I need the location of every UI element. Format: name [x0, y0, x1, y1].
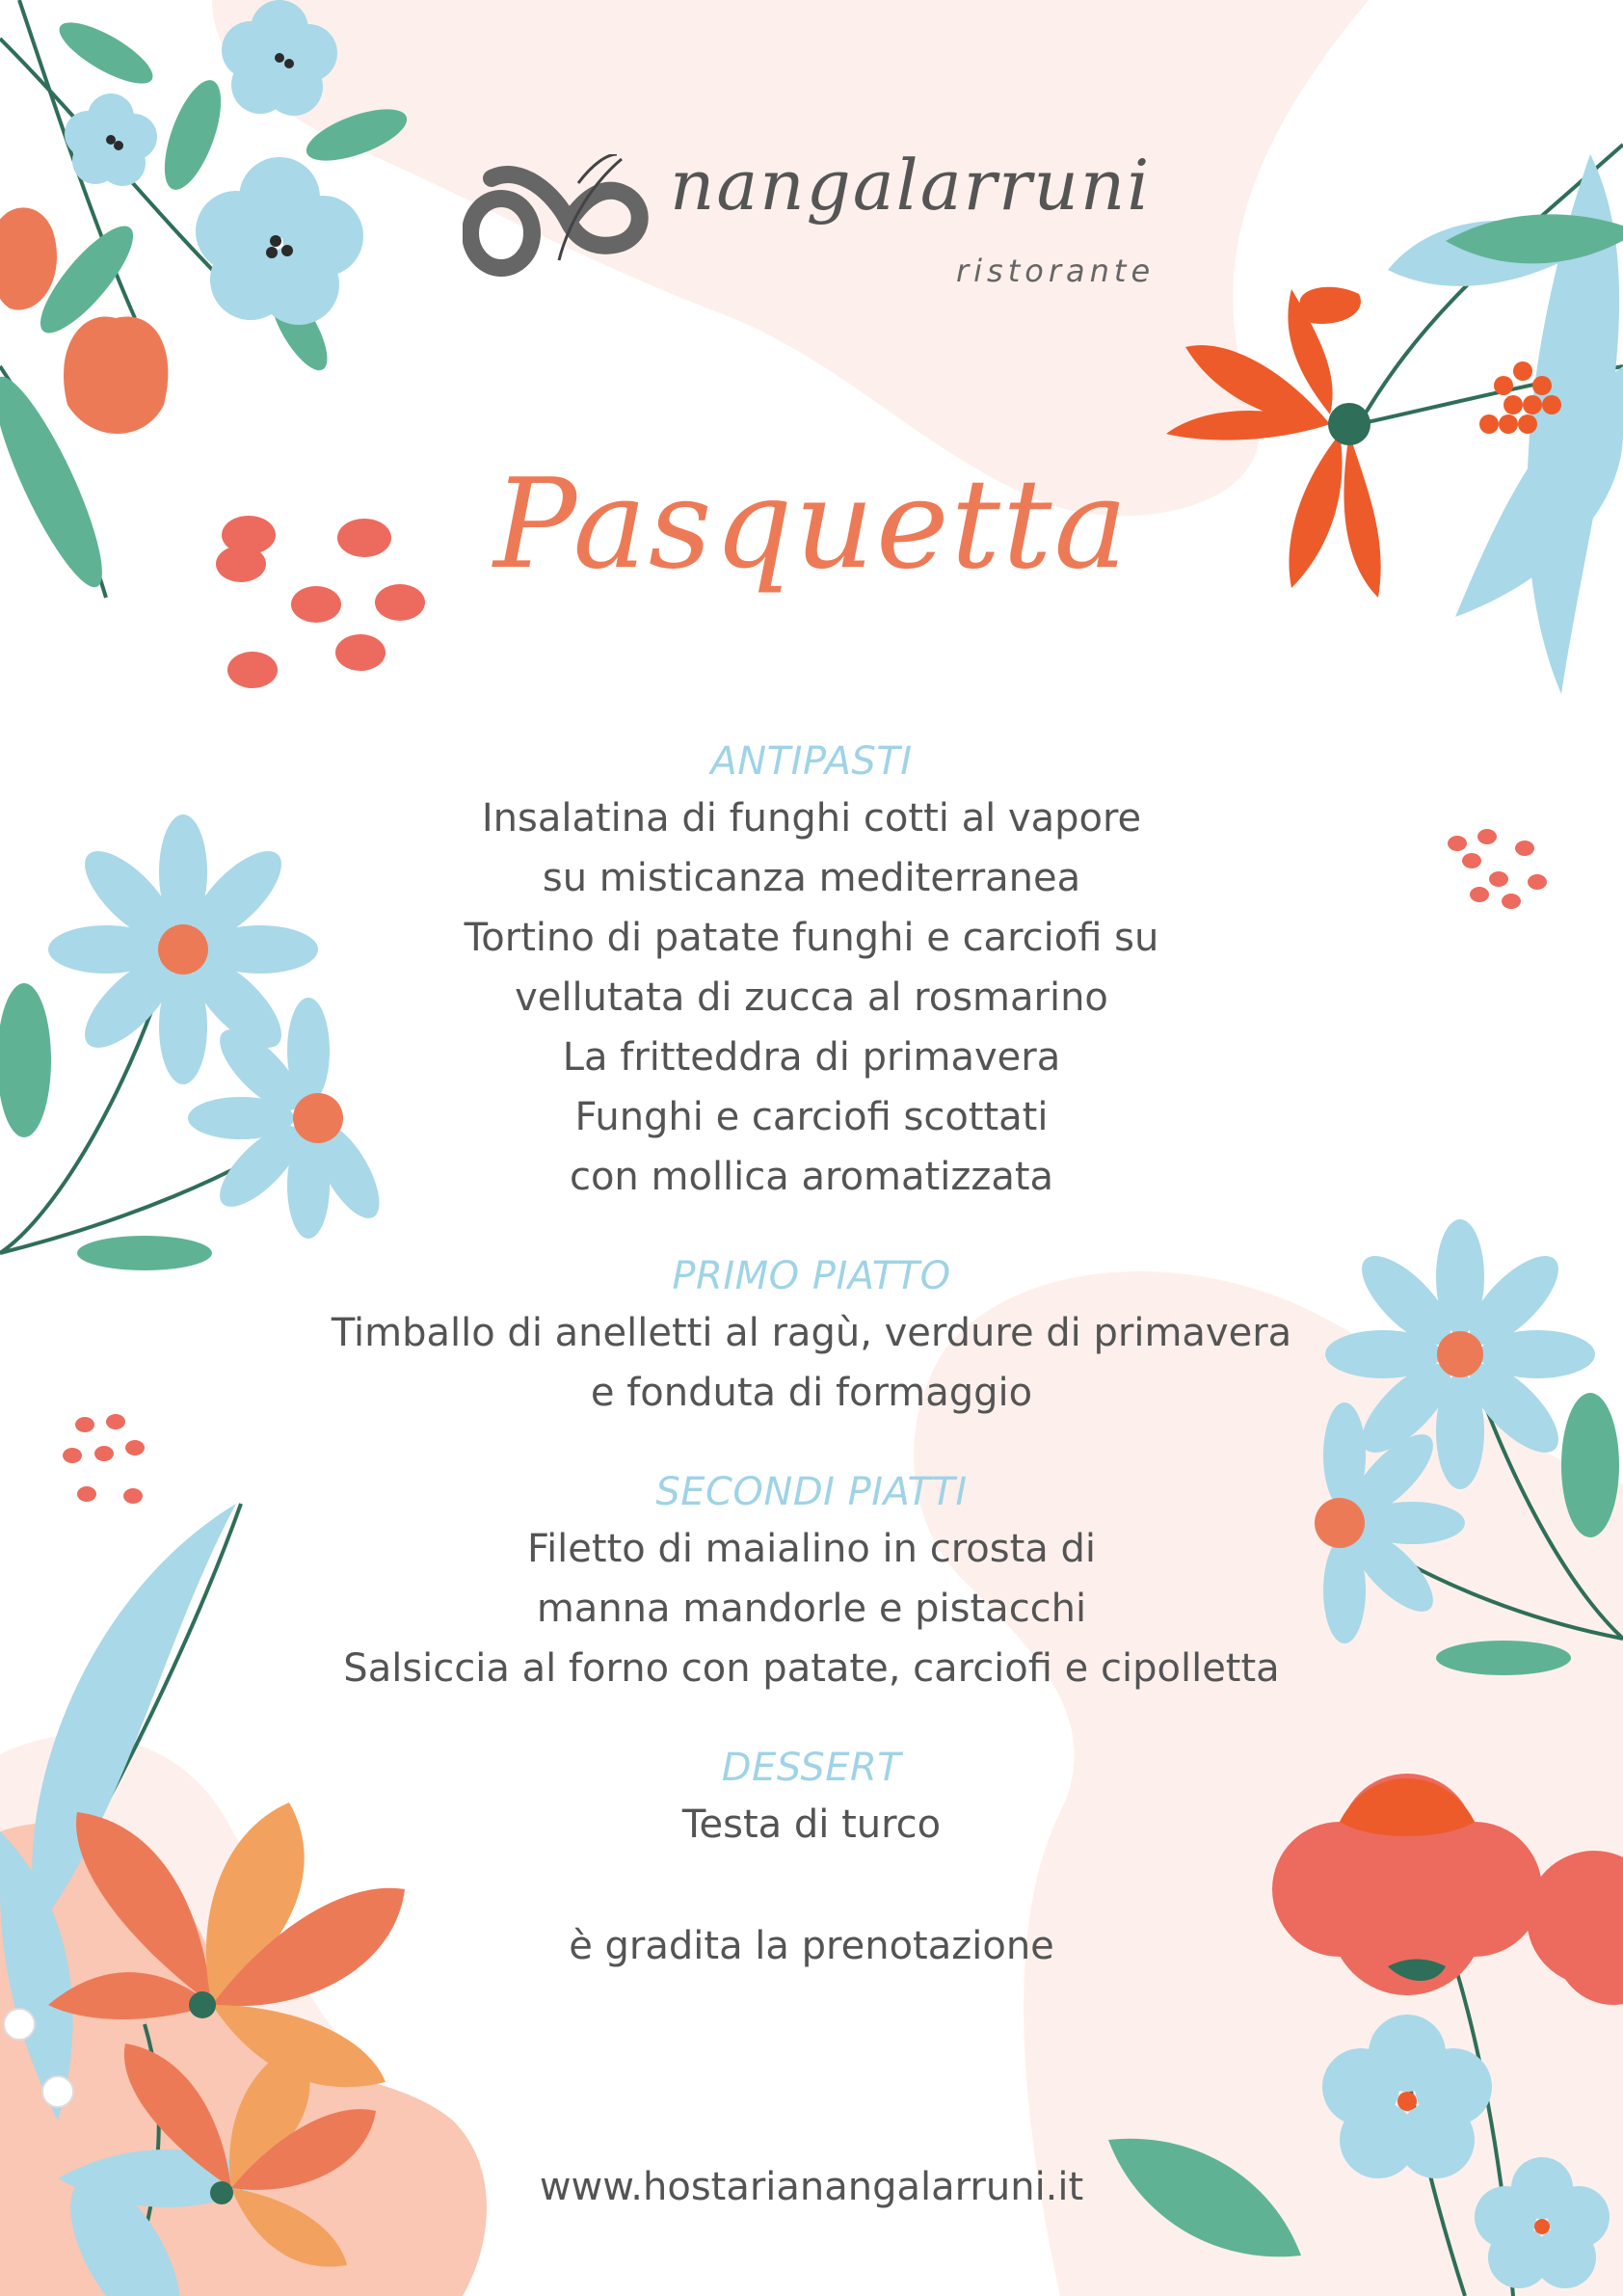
- restaurant-logo: [463, 135, 1176, 308]
- menu-item: manna mandorle e pistacchi: [536, 1587, 1087, 1631]
- menu-item: Tortino di patate funghi e carciofi su: [464, 916, 1159, 960]
- menu-list: [0, 734, 1623, 1976]
- logo-subtitle: ristorante: [956, 253, 1156, 289]
- page-title: Pasquetta: [493, 453, 1130, 597]
- menu-item: su misticanza mediterranea: [542, 856, 1081, 900]
- reservation-note: è gradita la prenotazione: [569, 1924, 1054, 1968]
- menu-item: Salsiccia al forno con patate, carciofi e cipolletta: [343, 1646, 1280, 1691]
- menu-item: Insalatina di funghi cotti al vapore: [481, 796, 1142, 841]
- section-title: ANTIPASTI: [710, 739, 913, 784]
- menu-item: Funghi e carciofi scottati: [574, 1095, 1049, 1139]
- section-title: SECONDI PIATTI: [655, 1470, 968, 1514]
- logo-name: nangalarruni: [670, 145, 1152, 226]
- website-link[interactable]: www.hostarianangalarruni.it: [539, 2165, 1084, 2209]
- section-primo-piatto: [0, 1249, 1623, 1423]
- section-dessert: [0, 1741, 1623, 1855]
- section-title: PRIMO PIATTO: [672, 1254, 951, 1298]
- menu-item: vellutata di zucca al rosmarino: [515, 975, 1108, 1020]
- section-title: DESSERT: [721, 1746, 902, 1790]
- section-secondi-piatti: [0, 1465, 1623, 1698]
- menu-item: Testa di turco: [681, 1802, 942, 1847]
- menu-item: e fonduta di formaggio: [590, 1371, 1033, 1415]
- menu-item: Timballo di anelletti al ragù, verdure di primavera: [331, 1311, 1292, 1355]
- menu-item: con mollica aromatizzata: [569, 1155, 1054, 1199]
- scissors-logo-icon: [463, 154, 655, 289]
- section-antipasti: [0, 734, 1623, 1207]
- menu-item: La fritteddra di primavera: [562, 1035, 1061, 1080]
- menu-item: Filetto di maialino in crosta di: [526, 1527, 1097, 1571]
